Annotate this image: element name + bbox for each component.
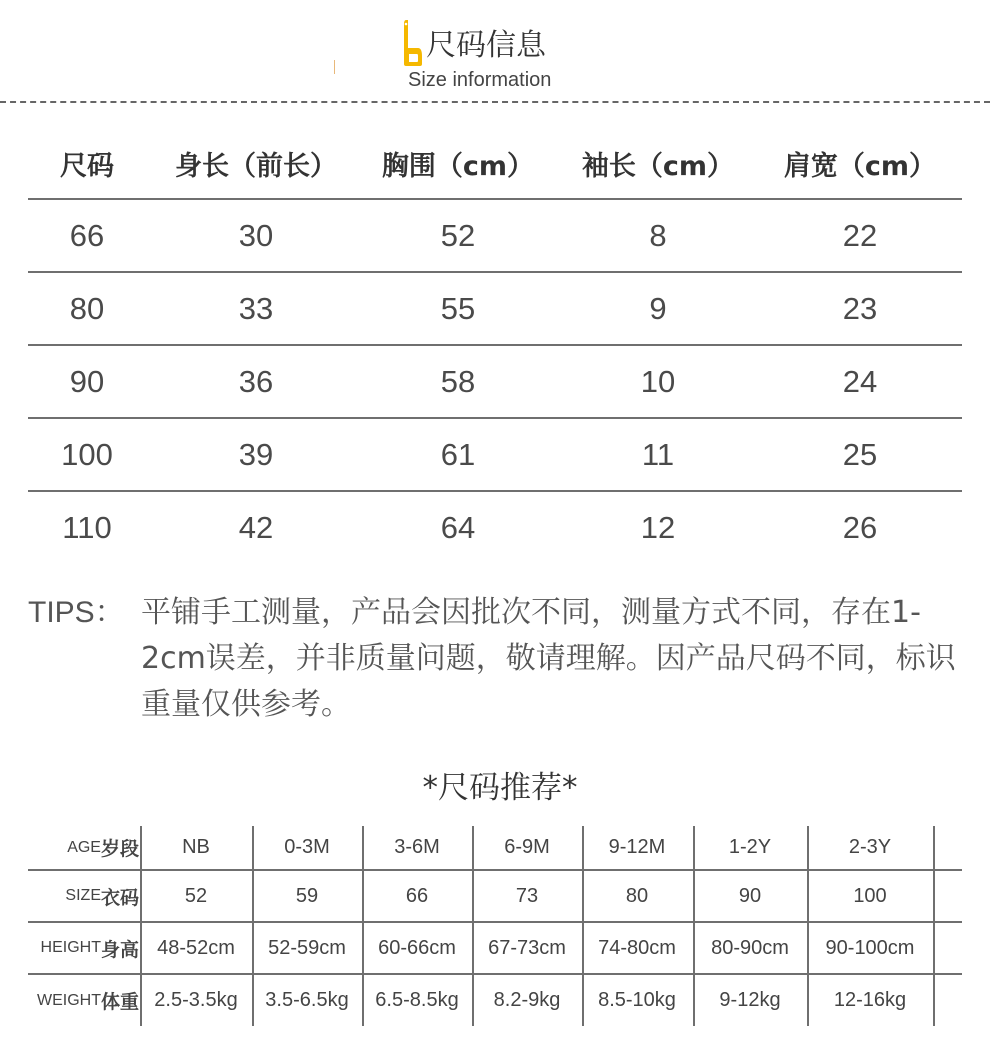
- table-cell: 24: [842, 363, 878, 399]
- column-divider: [362, 826, 364, 1026]
- table-cell: 58: [440, 363, 476, 399]
- table-cell: 67-73cm: [488, 936, 566, 959]
- table-cell: 9-12M: [608, 836, 666, 858]
- row-label-age: [28, 826, 139, 869]
- row-label-en: SIZE: [65, 887, 101, 904]
- recommend-table: [28, 826, 962, 1026]
- row-label-cn: 身高: [100, 939, 139, 961]
- table-cell: 73: [515, 884, 539, 907]
- column-divider: [582, 826, 584, 1026]
- table-row: [28, 419, 962, 492]
- table-cell: 39: [238, 436, 274, 472]
- table-cell: 9-12kg: [719, 989, 781, 1011]
- table-cell: 3-6M: [394, 836, 440, 858]
- table-cell: 6.5-8.5kg: [375, 989, 459, 1011]
- column-divider: [807, 826, 809, 1026]
- header-cell-length: 身长（前长）: [175, 150, 337, 182]
- size-table-header: [28, 128, 962, 200]
- table-cell: 3.5-6.5kg: [265, 989, 349, 1011]
- recommend-title: *尺码推荐*: [422, 770, 578, 806]
- table-cell: NB: [182, 836, 210, 858]
- column-divider: [693, 826, 695, 1026]
- table-cell: 22: [842, 217, 878, 253]
- table-row: [28, 826, 962, 871]
- table-cell: 64: [440, 509, 476, 545]
- table-cell: 66: [405, 884, 429, 907]
- table-cell: 52-59cm: [268, 936, 346, 959]
- table-cell: 2.5-3.5kg: [154, 989, 238, 1011]
- row-label-weight: [28, 975, 139, 1026]
- row-label-en: AGE: [67, 838, 101, 856]
- dashed-divider: [0, 101, 990, 103]
- table-cell: 74-80cm: [598, 936, 676, 959]
- table-cell: 42: [238, 509, 274, 545]
- table-cell: 1-2Y: [728, 836, 772, 858]
- table-row: [28, 346, 962, 419]
- section-header: [0, 0, 990, 100]
- table-cell: 80: [625, 884, 649, 907]
- tips-label: TIPS：: [28, 596, 125, 629]
- header-cell-sleeve: 袖长（cm）: [581, 150, 735, 182]
- table-cell: 11: [641, 436, 675, 472]
- table-cell: 6-9M: [504, 836, 550, 858]
- table-row: [28, 923, 962, 975]
- decorative-mark: [334, 60, 335, 74]
- table-row: [28, 200, 962, 273]
- table-row: [28, 871, 962, 923]
- table-cell: 90-100cm: [825, 936, 915, 959]
- table-cell: 48-52cm: [157, 936, 235, 959]
- page-subtitle: Size information: [408, 69, 552, 91]
- table-cell: 30: [238, 217, 274, 253]
- table-row: [28, 273, 962, 346]
- column-divider: [472, 826, 474, 1026]
- giraffe-icon: [400, 18, 424, 68]
- table-cell: 61: [440, 436, 476, 472]
- table-cell: 26: [842, 509, 878, 545]
- row-label-size: [28, 871, 139, 921]
- header-cell-size: 尺码: [60, 150, 114, 182]
- table-cell: 33: [238, 290, 274, 326]
- row-label-en: WEIGHT: [36, 991, 101, 1009]
- row-label-cn: 体重: [100, 992, 139, 1013]
- table-row: [28, 975, 962, 1026]
- column-divider: [140, 826, 142, 1026]
- size-table: [28, 128, 962, 563]
- row-label-en: HEIGHT: [40, 939, 101, 956]
- table-cell: 2-3Y: [848, 836, 892, 858]
- row-label-cn: 衣码: [100, 887, 139, 909]
- table-cell: 110: [62, 509, 112, 545]
- header-cell-shoulder: 肩宽（cm）: [783, 150, 937, 182]
- table-cell: 60-66cm: [378, 936, 456, 959]
- table-cell: 55: [440, 290, 476, 326]
- table-cell: 12-16kg: [833, 989, 907, 1011]
- table-cell: 90: [738, 884, 762, 907]
- tips-text: 平铺手工测量，产品会因批次不同，测量方式不同，存在1-2cm误差，并非质量问题，敬请理解。因产品尺码不同，标识重量仅供参考。: [141, 595, 956, 722]
- table-cell: 52: [440, 217, 476, 253]
- table-cell: 80-90cm: [711, 936, 789, 959]
- row-label-cn: 岁段: [100, 839, 139, 860]
- column-divider: [252, 826, 254, 1026]
- header-cell-chest: 胸围（cm）: [381, 150, 535, 182]
- table-cell: 52: [184, 884, 208, 907]
- table-cell: 8: [649, 217, 667, 253]
- table-cell: 80: [69, 290, 105, 326]
- table-cell: 100: [61, 436, 113, 472]
- table-row: [28, 492, 962, 563]
- page-title: 尺码信息: [426, 28, 546, 63]
- table-cell: 25: [842, 436, 878, 472]
- table-cell: 100: [853, 884, 887, 907]
- table-cell: 90: [69, 363, 105, 399]
- table-cell: 8.2-9kg: [493, 989, 561, 1011]
- table-cell: 66: [69, 217, 105, 253]
- table-cell: 9: [649, 290, 667, 326]
- table-cell: 23: [842, 290, 878, 326]
- row-label-height: [28, 923, 139, 973]
- table-cell: 12: [640, 509, 676, 545]
- table-cell: 8.5-10kg: [598, 989, 676, 1011]
- column-divider: [933, 826, 935, 1026]
- table-cell: 36: [238, 363, 274, 399]
- table-cell: 59: [295, 884, 319, 907]
- table-cell: 0-3M: [284, 836, 330, 858]
- table-cell: 10: [640, 363, 676, 399]
